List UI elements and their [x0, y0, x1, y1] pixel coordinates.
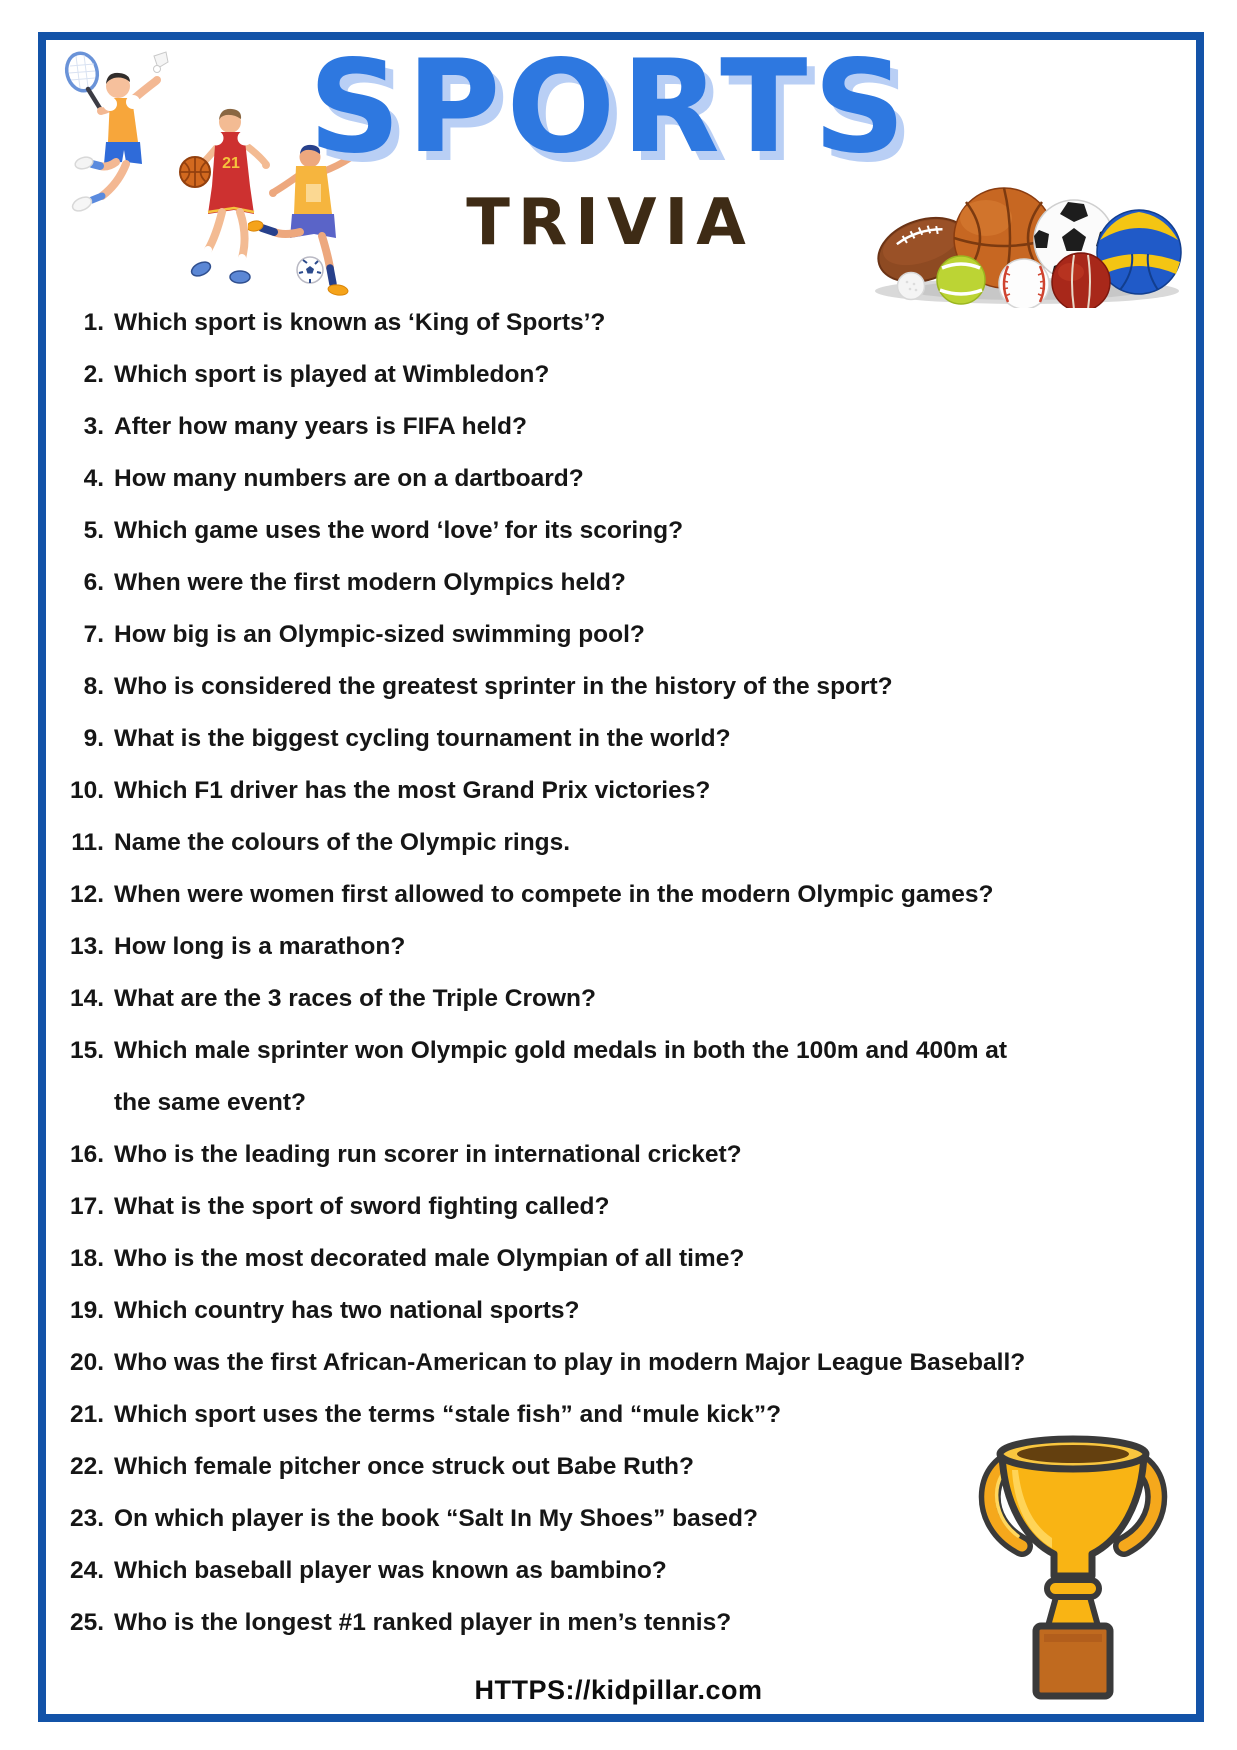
question-row: [60, 661, 1140, 713]
question-number: 24.: [69, 1557, 104, 1584]
question-text: Which sport is played at Wimbledon?: [114, 361, 550, 388]
question-text: Which country has two national sports?: [114, 1297, 580, 1324]
question-number: 19.: [69, 1297, 104, 1324]
question-row: [60, 297, 1140, 349]
question-text: Which game uses the word ‘love’ for its scoring?: [114, 517, 684, 544]
svg-text:21: 21: [222, 155, 240, 172]
question-text: Which baseball player was known as bambino?: [114, 1557, 667, 1584]
question-number: 23.: [69, 1505, 104, 1532]
question-number: 14.: [69, 985, 104, 1012]
question-text: Who is the most decorated male Olympian of all time?: [114, 1245, 745, 1272]
question-row: [60, 713, 1140, 765]
question-row: [60, 765, 1140, 817]
question-text: Name the colours of the Olympic rings.: [114, 829, 571, 856]
question-text: Which F1 driver has the most Grand Prix victories?: [114, 777, 711, 804]
question-text: Which sport is known as ‘King of Sports’?: [114, 309, 606, 336]
question-number: 18.: [69, 1245, 104, 1272]
badminton-player-icon: [58, 46, 173, 221]
question-number: 25.: [69, 1609, 104, 1636]
question-text: When were women first allowed to compete in the modern Olympic games?: [114, 881, 994, 908]
question-row: [60, 1233, 1140, 1285]
question-number: 5.: [83, 517, 104, 544]
question-number: 7.: [83, 621, 104, 648]
badminton-racket-icon: [63, 50, 102, 110]
question-number: 11.: [71, 829, 104, 856]
question-row: [60, 1025, 1140, 1129]
question-text: How many numbers are on a dartboard?: [114, 465, 584, 492]
question-number: 3.: [83, 413, 104, 440]
golf-ball-icon: [898, 273, 925, 300]
question-row: [60, 401, 1140, 453]
question-number: 8.: [83, 673, 104, 700]
question-number: 6.: [83, 569, 104, 596]
question-text: Which male sprinter won Olympic gold medals in both the 100m and 400m at the same event?: [114, 1037, 1008, 1116]
question-text: On which player is the book “Salt In My Shoes” based?: [114, 1505, 758, 1532]
question-row: [60, 349, 1140, 401]
question-row: [60, 1337, 1140, 1389]
question-text: Which female pitcher once struck out Babe Ruth?: [114, 1453, 694, 1480]
soccer-ball-icon: [297, 257, 323, 283]
question-text: Who was the first African-American to play in modern Major League Baseball?: [114, 1349, 1026, 1376]
question-row: [60, 557, 1140, 609]
question-number: 21.: [69, 1401, 104, 1428]
question-number: 15.: [69, 1037, 104, 1064]
question-text: How long is a marathon?: [114, 933, 406, 960]
question-row: [60, 453, 1140, 505]
question-number: 13.: [69, 933, 104, 960]
question-number: 12.: [69, 881, 104, 908]
question-text: Who is the leading run scorer in international cricket?: [114, 1141, 742, 1168]
question-number: 1.: [83, 309, 104, 336]
question-number: 9.: [83, 725, 104, 752]
question-row: [60, 1129, 1140, 1181]
question-text: What are the 3 races of the Triple Crown?: [114, 985, 596, 1012]
question-number: 2.: [83, 361, 104, 388]
question-row: [60, 869, 1140, 921]
question-number: 17.: [69, 1193, 104, 1220]
question-row: [60, 1285, 1140, 1337]
badminton-player-body: [70, 73, 161, 214]
question-text: How big is an Olympic-sized swimming pool?: [114, 621, 645, 648]
question-text: Who is the longest #1 ranked player in men’s tennis?: [114, 1609, 732, 1636]
question-number: 16.: [69, 1141, 104, 1168]
shuttlecock-icon: [154, 52, 169, 73]
question-text: What is the biggest cycling tournament in the world?: [114, 725, 731, 752]
page-title: SPORTS: [308, 33, 912, 182]
question-row: [60, 505, 1140, 557]
question-number: 4.: [83, 465, 104, 492]
question-text: After how many years is FIFA held?: [114, 413, 527, 440]
gold-trophy-icon: [968, 1418, 1178, 1703]
question-row: [60, 609, 1140, 661]
question-row: [60, 1181, 1140, 1233]
question-number: 20.: [69, 1349, 104, 1376]
question-text: When were the first modern Olympics held?: [114, 569, 626, 596]
footer-url: HTTPS://kidpillar.com: [474, 1675, 763, 1705]
question-text: Which sport uses the terms “stale fish” and “mule kick”?: [114, 1401, 782, 1428]
question-row: [60, 817, 1140, 869]
sports-balls-pile-icon: [862, 178, 1182, 308]
question-number: 22.: [69, 1453, 104, 1480]
question-row: [60, 973, 1140, 1025]
basketball-icon: [180, 157, 210, 187]
question-text: Who is considered the greatest sprinter in the history of the sport?: [114, 673, 893, 700]
page-subtitle: TRIVIA: [466, 186, 754, 260]
question-text: What is the sport of sword fighting called?: [114, 1193, 610, 1220]
question-row: [60, 921, 1140, 973]
trophy-stem: [1047, 1580, 1099, 1626]
question-number: 10.: [69, 777, 104, 804]
